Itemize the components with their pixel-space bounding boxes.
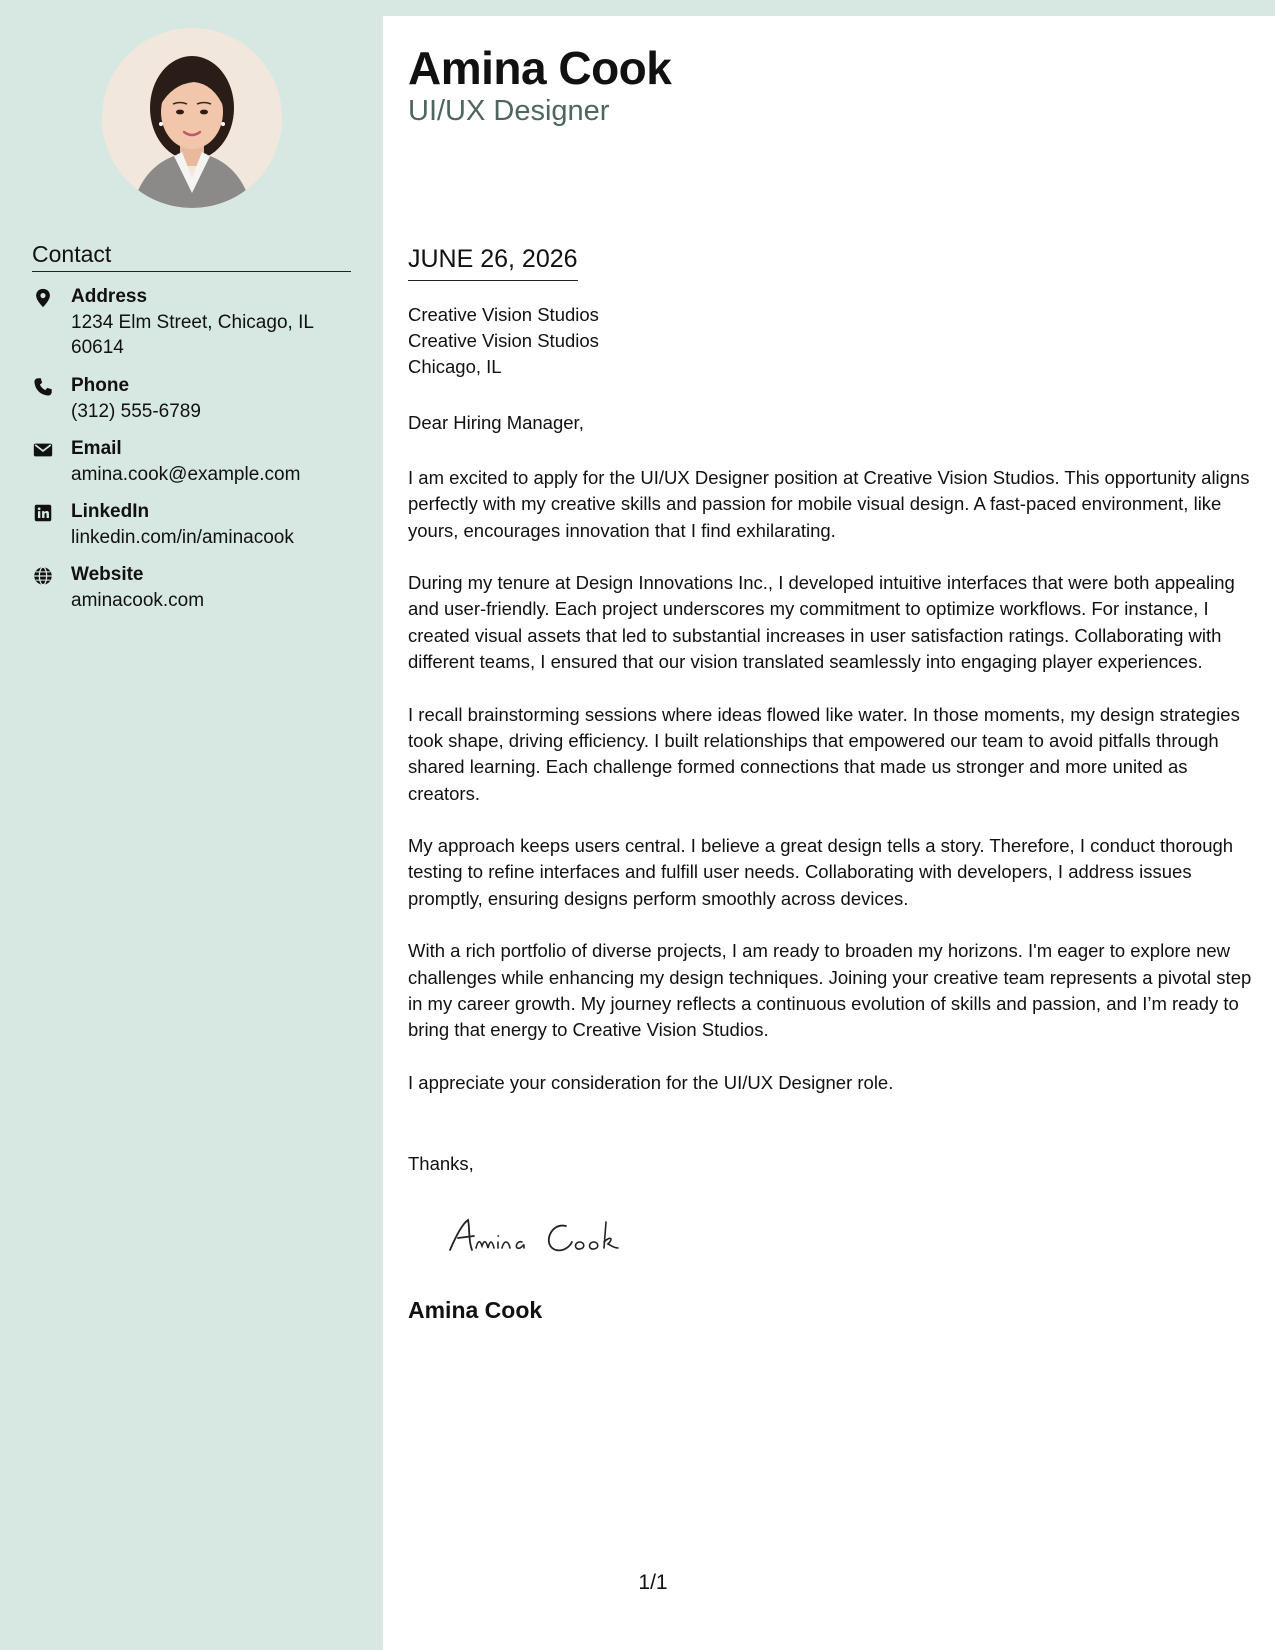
letter-paragraph: My approach keeps users central. I believe a great design tells a story. Therefore, I conduct thorough testing to refine interfaces and fulfill user needs. Collaborating with developers, I address issues promptly, ensuring designs perform smoothly across devices.: [408, 835, 1234, 909]
signed-name: Amina Cook: [408, 1297, 543, 1323]
globe-icon: [32, 565, 54, 587]
contact-item-linkedin: [32, 500, 362, 550]
avatar: [102, 28, 282, 208]
letter-date: JUNE 26, 2026: [408, 244, 578, 281]
letter-paragraph: With a rich portfolio of diverse projects, I am ready to broaden my horizons. I'm eager to explore new challenges while enhancing my design techniques. Joining your creative team represents a pivotal step in my career growth. My journey reflects a continuous evolution of skills and passion, and I’m ready to bring that energy to Creative Vision Studios.: [408, 940, 1252, 1041]
letter-paragraphs: [408, 465, 1258, 1122]
contact-value-email: amina.cook@example.com: [71, 464, 301, 485]
recipient-line: Creative Vision Studios: [408, 304, 599, 325]
contact-value-phone: (312) 555-6789: [71, 401, 201, 422]
applicant-name: Amina Cook: [408, 42, 672, 94]
contact-value-website[interactable]: aminacook.com: [71, 590, 205, 611]
contact-heading: Contact: [32, 240, 351, 272]
page-number: 1/1: [638, 1571, 668, 1594]
contact-value-address: 1234 Elm Street, Chicago, IL 60614: [71, 312, 314, 358]
recipient-line: Creative Vision Studios: [408, 330, 599, 351]
contact-item-address: [32, 285, 362, 360]
letter-paragraph: During my tenure at Design Innovations Inc., I developed intuitive interfaces that were both appealing and user-friendly. Each project underscores my commitment to optimize workflows. For instance, I created visual assets that led to substantial increases in user satisfaction ratings. Collaborating with different teams, I ensured that our vision translated seamlessly into engaging player experiences.: [408, 572, 1235, 673]
handwritten-signature: [438, 1206, 658, 1266]
closing: Thanks,: [408, 1153, 474, 1174]
recipient-line: Chicago, IL: [408, 356, 502, 377]
contact-label-phone: Phone: [71, 375, 130, 396]
letter-paragraph: I recall brainstorming sessions where ideas flowed like water. In those moments, my design strategies took shape, driving efficiency. I built relationships that empowered our team to avoid pitfalls through shared learning. Each challenge formed connections that made us stronger and more united as creators.: [408, 703, 1240, 804]
contact-label-linkedin: LinkedIn: [71, 501, 150, 522]
contact-item-email: [32, 437, 362, 487]
phone-icon: [32, 376, 54, 398]
letter-paragraph: I appreciate your consideration for the UI/UX Designer role.: [408, 1071, 894, 1093]
applicant-title: UI/UX Designer: [408, 95, 610, 127]
contact-value-linkedin[interactable]: linkedin.com/in/aminacook: [71, 527, 294, 548]
salutation: Dear Hiring Manager,: [408, 412, 584, 433]
contact-label-email: Email: [71, 438, 122, 459]
contact-item-website: [32, 563, 362, 613]
location-pin-icon: [32, 287, 54, 309]
envelope-icon: [32, 439, 54, 461]
contact-label-website: Website: [71, 564, 144, 585]
profile-photo: [102, 28, 282, 208]
linkedin-icon: [32, 502, 54, 524]
contact-label-address: Address: [71, 286, 148, 307]
contact-item-phone: [32, 374, 362, 424]
recipient-block: [408, 302, 599, 380]
letter-paragraph: I am excited to apply for the UI/UX Designer position at Creative Vision Studios. This opportunity aligns perfectly with my creative skills and passion for mobile visual design. A fast-paced environment, like yours, encourages innovation that I find exhilarating.: [408, 467, 1250, 541]
letter-body: [383, 16, 1275, 1650]
sidebar: [0, 0, 383, 1650]
